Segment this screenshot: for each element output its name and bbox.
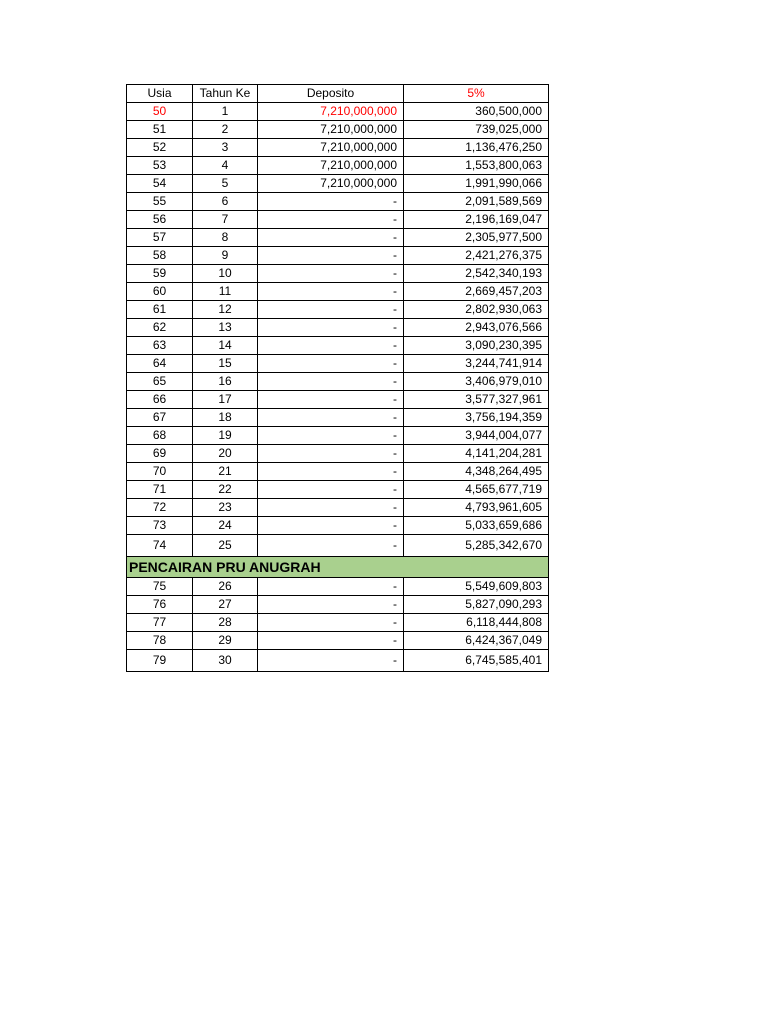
cell-deposito: - [258, 463, 404, 481]
table-row [127, 283, 549, 301]
cell-value: 6,424,367,049 [404, 632, 549, 650]
cell-tahun-ke: 29 [193, 632, 258, 650]
cell-tahun-ke: 26 [193, 578, 258, 596]
cell-tahun-ke: 20 [193, 445, 258, 463]
table-row [127, 337, 549, 355]
cell-value: 1,136,476,250 [404, 139, 549, 157]
cell-tahun-ke: 19 [193, 427, 258, 445]
table-row [127, 391, 549, 409]
cell-tahun-ke: 7 [193, 211, 258, 229]
table-row [127, 229, 549, 247]
cell-deposito: - [258, 193, 404, 211]
table-row [127, 193, 549, 211]
cell-deposito: - [258, 391, 404, 409]
cell-tahun-ke: 25 [193, 535, 258, 557]
cell-tahun-ke: 23 [193, 499, 258, 517]
cell-value: 739,025,000 [404, 121, 549, 139]
cell-usia: 53 [127, 157, 193, 175]
table-body [127, 85, 549, 672]
cell-tahun-ke: 1 [193, 103, 258, 121]
cell-tahun-ke: 24 [193, 517, 258, 535]
cell-value: 3,406,979,010 [404, 373, 549, 391]
table-row [127, 139, 549, 157]
cell-usia: 50 [127, 103, 193, 121]
table-row [127, 355, 549, 373]
cell-usia: 70 [127, 463, 193, 481]
cell-deposito: - [258, 517, 404, 535]
cell-tahun-ke: 8 [193, 229, 258, 247]
table-row [127, 614, 549, 632]
cell-deposito: - [258, 650, 404, 672]
cell-deposito: - [258, 355, 404, 373]
cell-value: 4,793,961,605 [404, 499, 549, 517]
cell-tahun-ke: 14 [193, 337, 258, 355]
cell-usia: 57 [127, 229, 193, 247]
cell-value: 5,827,090,293 [404, 596, 549, 614]
cell-usia: 72 [127, 499, 193, 517]
cell-tahun-ke: 5 [193, 175, 258, 193]
cell-value: 4,565,677,719 [404, 481, 549, 499]
cell-usia: 77 [127, 614, 193, 632]
cell-usia: 51 [127, 121, 193, 139]
cell-deposito: - [258, 283, 404, 301]
cell-deposito: - [258, 373, 404, 391]
cell-usia: 63 [127, 337, 193, 355]
cell-tahun-ke: 3 [193, 139, 258, 157]
cell-tahun-ke: 16 [193, 373, 258, 391]
table-row [127, 373, 549, 391]
cell-tahun-ke: 6 [193, 193, 258, 211]
cell-usia: 76 [127, 596, 193, 614]
cell-tahun-ke: 10 [193, 265, 258, 283]
cell-usia: 75 [127, 578, 193, 596]
cell-deposito: - [258, 247, 404, 265]
cell-tahun-ke: 27 [193, 596, 258, 614]
cell-usia: 55 [127, 193, 193, 211]
cell-deposito: 7,210,000,000 [258, 121, 404, 139]
cell-value: 2,802,930,063 [404, 301, 549, 319]
cell-deposito: - [258, 535, 404, 557]
cell-tahun-ke: 22 [193, 481, 258, 499]
section-row [127, 557, 549, 578]
cell-usia: 78 [127, 632, 193, 650]
cell-deposito: - [258, 409, 404, 427]
table-row [127, 103, 549, 121]
table-row [127, 319, 549, 337]
cell-usia: 52 [127, 139, 193, 157]
cell-value: 360,500,000 [404, 103, 549, 121]
table-row [127, 301, 549, 319]
cell-value: 5,033,659,686 [404, 517, 549, 535]
cell-value: 6,745,585,401 [404, 650, 549, 672]
cell-tahun-ke: 28 [193, 614, 258, 632]
cell-value: 1,991,990,066 [404, 175, 549, 193]
cell-usia: 60 [127, 283, 193, 301]
cell-value: 2,196,169,047 [404, 211, 549, 229]
cell-value: 4,141,204,281 [404, 445, 549, 463]
header-tahun-ke: Tahun Ke [193, 85, 258, 103]
cell-usia: 58 [127, 247, 193, 265]
table-row [127, 650, 549, 672]
cell-deposito: - [258, 481, 404, 499]
cell-usia: 54 [127, 175, 193, 193]
cell-value: 5,549,609,803 [404, 578, 549, 596]
cell-deposito: - [258, 596, 404, 614]
table-row [127, 211, 549, 229]
cell-deposito: 7,210,000,000 [258, 175, 404, 193]
table-row [127, 463, 549, 481]
header-usia: Usia [127, 85, 193, 103]
header-deposito: Deposito [258, 85, 404, 103]
cell-usia: 68 [127, 427, 193, 445]
cell-value: 3,577,327,961 [404, 391, 549, 409]
cell-deposito: - [258, 301, 404, 319]
cell-value: 2,542,340,193 [404, 265, 549, 283]
table-row [127, 175, 549, 193]
cell-deposito: - [258, 578, 404, 596]
header-row [127, 85, 549, 103]
cell-tahun-ke: 15 [193, 355, 258, 373]
cell-tahun-ke: 17 [193, 391, 258, 409]
section-label-pencairan: PENCAIRAN PRU ANUGRAH [127, 557, 549, 578]
cell-usia: 59 [127, 265, 193, 283]
table-row [127, 445, 549, 463]
table-row [127, 632, 549, 650]
table-row [127, 157, 549, 175]
cell-tahun-ke: 11 [193, 283, 258, 301]
cell-deposito: - [258, 211, 404, 229]
cell-tahun-ke: 4 [193, 157, 258, 175]
cell-tahun-ke: 21 [193, 463, 258, 481]
cell-value: 2,091,589,569 [404, 193, 549, 211]
cell-usia: 67 [127, 409, 193, 427]
cell-value: 3,244,741,914 [404, 355, 549, 373]
deposit-projection-table [126, 84, 549, 672]
cell-value: 1,553,800,063 [404, 157, 549, 175]
table-row [127, 578, 549, 596]
table-row [127, 499, 549, 517]
cell-tahun-ke: 30 [193, 650, 258, 672]
cell-usia: 73 [127, 517, 193, 535]
table-row [127, 247, 549, 265]
cell-deposito: - [258, 632, 404, 650]
cell-deposito: - [258, 337, 404, 355]
cell-usia: 74 [127, 535, 193, 557]
table-row [127, 121, 549, 139]
cell-deposito: 7,210,000,000 [258, 103, 404, 121]
cell-tahun-ke: 18 [193, 409, 258, 427]
cell-tahun-ke: 2 [193, 121, 258, 139]
cell-value: 5,285,342,670 [404, 535, 549, 557]
cell-deposito: - [258, 319, 404, 337]
cell-value: 2,669,457,203 [404, 283, 549, 301]
cell-value: 6,118,444,808 [404, 614, 549, 632]
cell-value: 3,944,004,077 [404, 427, 549, 445]
table-row [127, 265, 549, 283]
cell-value: 2,943,076,566 [404, 319, 549, 337]
table-row [127, 517, 549, 535]
table-row [127, 596, 549, 614]
cell-value: 2,421,276,375 [404, 247, 549, 265]
cell-usia: 65 [127, 373, 193, 391]
cell-deposito: - [258, 499, 404, 517]
cell-tahun-ke: 12 [193, 301, 258, 319]
cell-deposito: - [258, 427, 404, 445]
cell-value: 3,756,194,359 [404, 409, 549, 427]
cell-value: 3,090,230,395 [404, 337, 549, 355]
cell-deposito: - [258, 229, 404, 247]
cell-deposito: 7,210,000,000 [258, 139, 404, 157]
cell-value: 2,305,977,500 [404, 229, 549, 247]
cell-value: 4,348,264,495 [404, 463, 549, 481]
cell-usia: 64 [127, 355, 193, 373]
cell-usia: 66 [127, 391, 193, 409]
cell-deposito: - [258, 445, 404, 463]
table-row [127, 535, 549, 557]
cell-usia: 69 [127, 445, 193, 463]
table-row [127, 481, 549, 499]
cell-usia: 79 [127, 650, 193, 672]
cell-deposito: - [258, 265, 404, 283]
header-rate: 5% [404, 85, 549, 103]
cell-tahun-ke: 13 [193, 319, 258, 337]
cell-usia: 62 [127, 319, 193, 337]
cell-tahun-ke: 9 [193, 247, 258, 265]
cell-usia: 71 [127, 481, 193, 499]
cell-deposito: - [258, 614, 404, 632]
cell-usia: 56 [127, 211, 193, 229]
cell-deposito: 7,210,000,000 [258, 157, 404, 175]
cell-usia: 61 [127, 301, 193, 319]
table-row [127, 409, 549, 427]
table-row [127, 427, 549, 445]
